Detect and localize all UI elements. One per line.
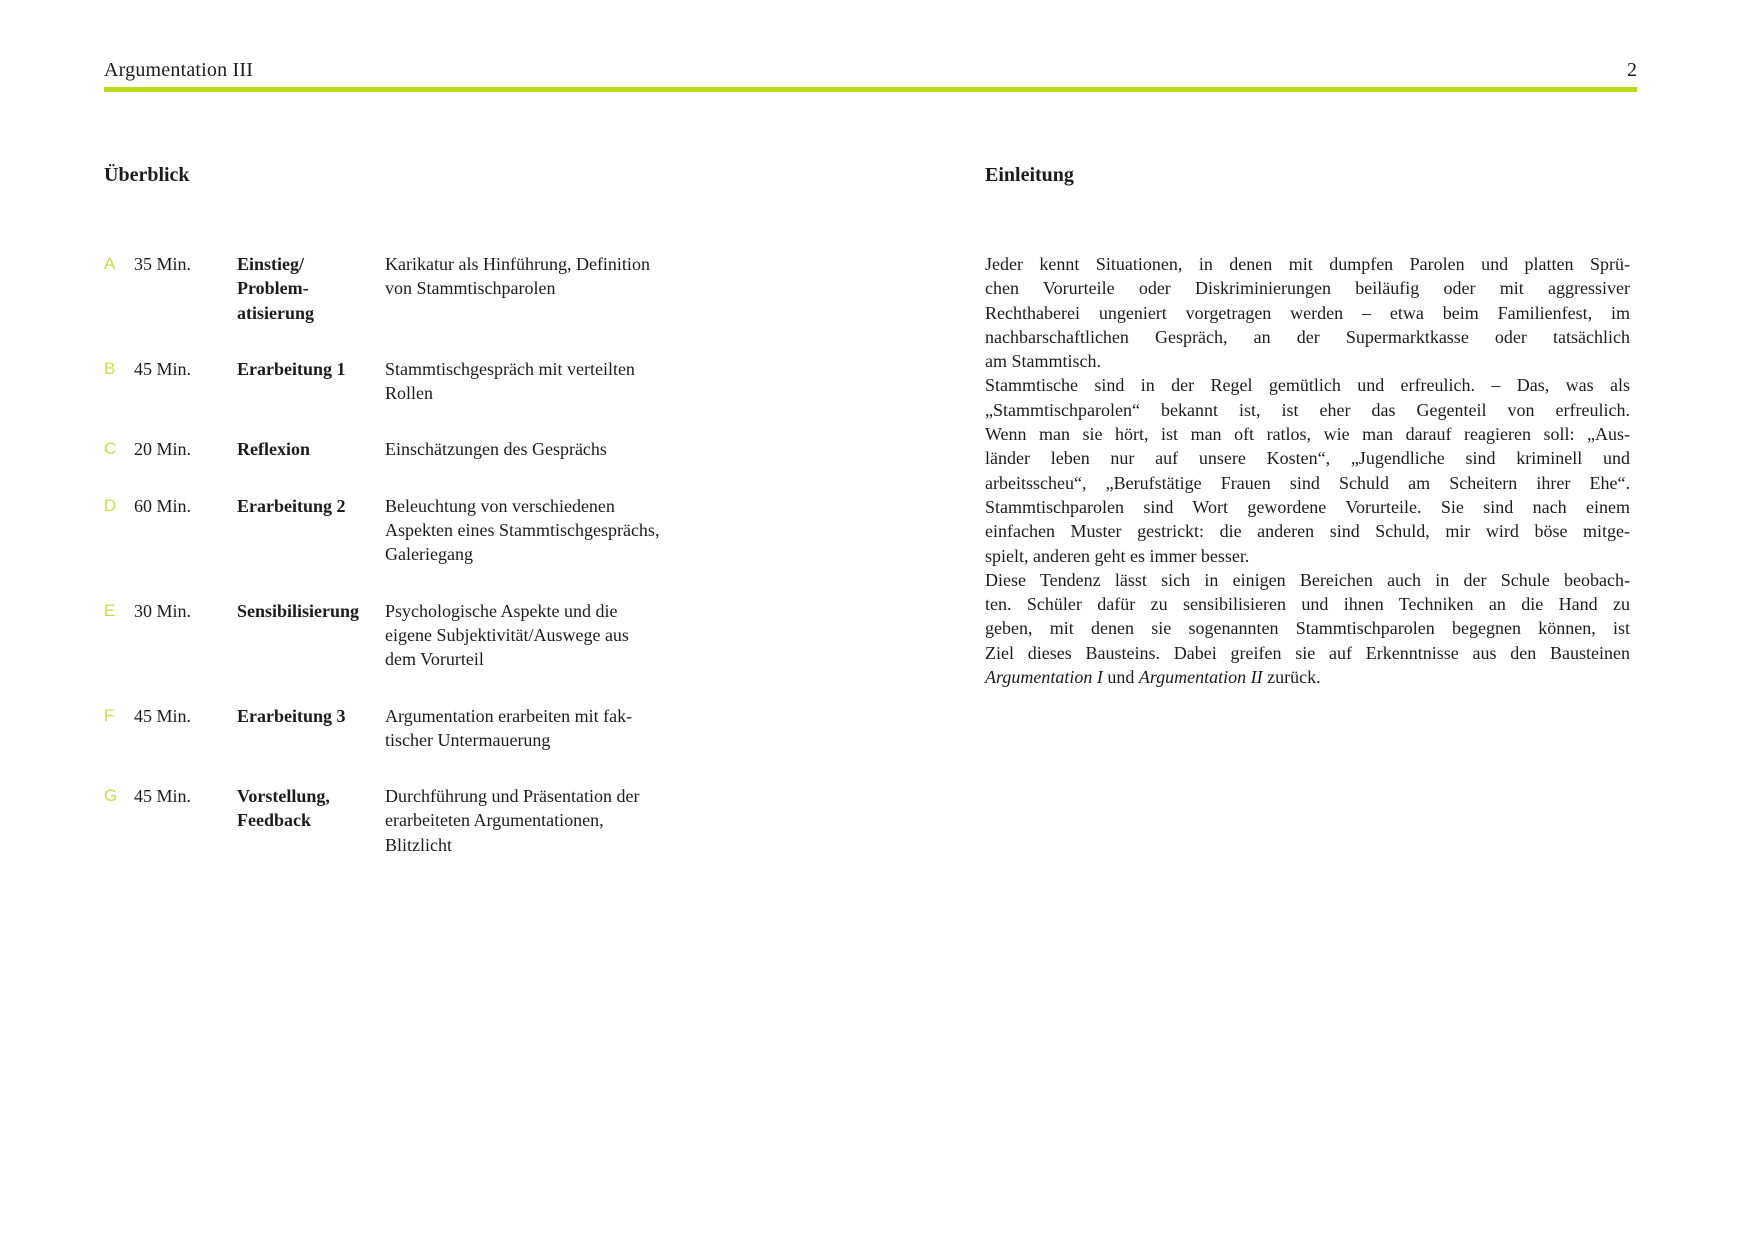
page-number: 2 — [1627, 59, 1637, 81]
phase-duration: 45 Min. — [134, 358, 192, 379]
reference-argumentation-1: Argumentation I — [985, 667, 1103, 688]
intro-text-line: arbeitsscheu“, „Berufstätige Frauen sind Schuld am Scheitern ihrer Ehe“. — [985, 472, 1630, 493]
phase-duration: 20 Min. — [134, 439, 192, 460]
introduction-text — [985, 252, 1630, 689]
overview-row — [104, 784, 884, 857]
header-rule — [104, 87, 1637, 92]
intro-text-line: Jeder kennt Situationen, in denen mit dumpfen Parolen und platten Sprü- — [985, 254, 1630, 274]
overview-section — [104, 162, 884, 889]
text-line: Einstieg/ — [237, 254, 305, 274]
text-line: eigene Subjektivität/Auswege aus — [385, 624, 629, 645]
phase-title — [237, 252, 385, 325]
phase-description — [385, 494, 884, 567]
text-line: Einschätzungen des Gesprächs — [385, 439, 607, 460]
phase-description — [385, 704, 884, 753]
overview-row — [104, 599, 884, 672]
text-line: Sensibilisierung — [237, 600, 360, 621]
introduction-section — [985, 162, 1630, 889]
text-line: dem Vorurteil — [385, 649, 484, 670]
intro-text-line — [985, 665, 1630, 689]
intro-text-segment: und — [1102, 667, 1139, 688]
header-row — [104, 58, 1637, 82]
phase-description — [385, 252, 884, 301]
intro-text-line: Stammtischparolen sind Wort gewordene Vorurteile. Sie sind nach einem — [985, 496, 1630, 517]
text-line: Problem- — [237, 278, 309, 299]
overview-row — [104, 704, 884, 753]
phase-letter: C — [104, 439, 117, 459]
phase-title — [237, 599, 385, 623]
text-line: Erarbeitung 3 — [237, 705, 346, 726]
document-title: Argumentation III — [104, 59, 254, 81]
phase-letter: D — [104, 495, 117, 515]
text-line: Durchführung und Präsentation der — [385, 786, 640, 807]
intro-text-segment: zurück. — [1262, 667, 1321, 688]
text-line: atisierung — [237, 302, 315, 323]
phase-letter: B — [104, 358, 116, 378]
intro-text-line: chen Vorurteile oder Diskriminierungen beiläufig oder mit aggressiver — [985, 278, 1630, 299]
text-line: Stammtischgespräch mit verteilten — [385, 358, 635, 379]
overview-row — [104, 252, 884, 325]
intro-text-line: am Stammtisch. — [985, 351, 1101, 372]
phase-title — [237, 704, 385, 728]
text-line: Reflexion — [237, 439, 310, 460]
text-line: Erarbeitung 2 — [237, 495, 346, 516]
intro-text-line: länder leben nur auf unsere Kosten“, „Jugendliche sind kriminell und — [985, 448, 1630, 469]
introduction-heading: Einleitung — [985, 164, 1074, 186]
overview-table — [104, 252, 884, 857]
text-line: tischer Untermauerung — [385, 729, 551, 750]
intro-text-line: Wenn man sie hört, ist man oft ratlos, wie man darauf reagieren soll: „Aus- — [985, 424, 1630, 445]
text-line: Argumentation erarbeiten mit fak- — [385, 705, 633, 726]
content-columns — [104, 162, 1637, 889]
phase-duration: 60 Min. — [134, 495, 192, 516]
intro-text-line: Rechthaberei ungeniert vorgetragen werden – etwa beim Familienfest, im — [985, 302, 1630, 323]
text-line: Karikatur als Hinführung, Definition — [385, 254, 650, 274]
phase-letter: F — [104, 705, 115, 725]
text-line: Rollen — [385, 383, 433, 404]
phase-description — [385, 357, 884, 406]
overview-row — [104, 437, 884, 461]
text-line: von Stammtischparolen — [385, 278, 556, 299]
phase-duration: 45 Min. — [134, 786, 192, 807]
phase-letter: E — [104, 600, 116, 620]
phase-title — [237, 494, 385, 518]
phase-description — [385, 599, 884, 672]
phase-title — [237, 437, 385, 461]
intro-text-line: nachbarschaftlichen Gespräch, an der Supermarktkasse oder tatsächlich — [985, 326, 1630, 347]
text-line: Beleuchtung von verschiedenen — [385, 495, 615, 516]
overview-row — [104, 357, 884, 406]
text-line: erarbeiteten Argumentationen, — [385, 810, 604, 831]
intro-text-line: spielt, anderen geht es immer besser. — [985, 545, 1250, 566]
intro-text-line: „Stammtischparolen“ bekannt ist, ist eher das Gegenteil von erfreulich. — [985, 399, 1630, 420]
intro-text-line: geben, mit denen sie sogenannten Stammtischparolen begegnen können, ist — [985, 618, 1630, 639]
intro-text-line: Diese Tendenz lässt sich in einigen Bereichen auch in der Schule beobach- — [985, 569, 1630, 590]
phase-description — [385, 437, 884, 461]
phase-duration: 45 Min. — [134, 705, 192, 726]
text-line: Erarbeitung 1 — [237, 358, 346, 379]
phase-duration: 30 Min. — [134, 600, 192, 621]
page-header — [104, 58, 1637, 92]
text-line: Psychologische Aspekte und die — [385, 600, 618, 621]
phase-title — [237, 784, 385, 833]
intro-text-line: einfachen Muster gestrickt: die anderen sind Schuld, mir wird böse mitge- — [985, 521, 1630, 542]
text-line: Galeriegang — [385, 544, 473, 565]
overview-heading: Überblick — [104, 164, 190, 186]
intro-text-line: Stammtische sind in der Regel gemütlich und erfreulich. – Das, was als — [985, 375, 1630, 396]
intro-text-line: ten. Schüler dafür zu sensibilisieren und ihnen Techniken an die Hand zu — [985, 594, 1630, 615]
phase-duration: 35 Min. — [134, 254, 192, 274]
phase-letter: G — [104, 786, 118, 806]
phase-title — [237, 357, 385, 381]
text-line: Aspekten eines Stammtischgesprächs, — [385, 520, 660, 541]
reference-argumentation-2: Argumentation II — [1138, 667, 1263, 688]
text-line: Vorstellung, — [237, 786, 330, 807]
intro-text-line: Ziel dieses Bausteins. Dabei greifen sie auf Erkenntnisse aus den Bausteinen — [985, 642, 1630, 663]
text-line: Blitzlicht — [385, 834, 452, 855]
phase-letter: A — [104, 254, 116, 273]
overview-row — [104, 494, 884, 567]
text-line: Feedback — [237, 810, 311, 831]
phase-description — [385, 784, 884, 857]
